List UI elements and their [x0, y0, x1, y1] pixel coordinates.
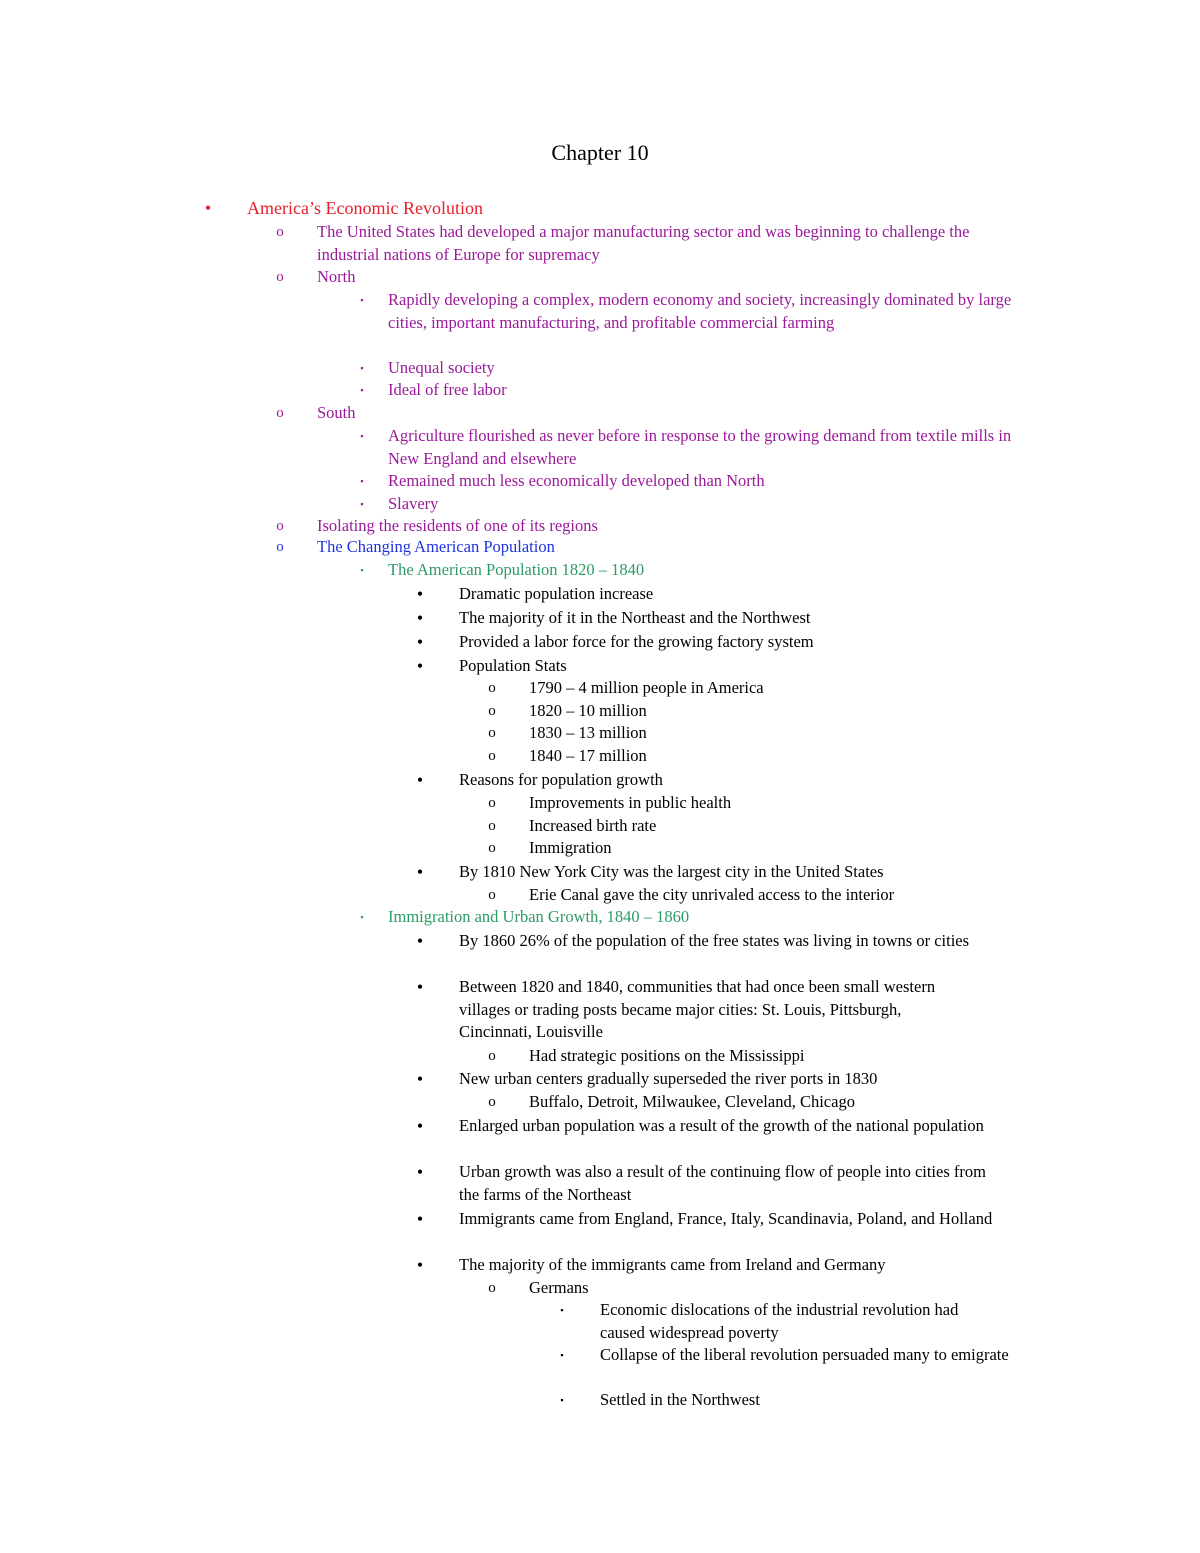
- outline-item: The majority of it in the Northeast and the Northwest: [459, 608, 811, 627]
- outline-item: 1820 – 10 million: [529, 701, 647, 720]
- bullet-dot-icon: •: [416, 977, 424, 997]
- bullet-square-icon: ▪: [360, 565, 364, 575]
- outline-item: The majority of the immigrants came from Ireland and Germany: [459, 1255, 886, 1274]
- bullet-dot-icon: •: [416, 1069, 424, 1089]
- bullet-circle-icon: o: [488, 840, 496, 856]
- outline-item: Immigration: [529, 838, 612, 857]
- outline-item: Urban growth was also a result of the continuing flow of people into cities from the farms of the Northeast: [459, 1162, 986, 1204]
- bullet-circle-icon: o: [488, 1280, 496, 1296]
- bullet-square-icon: ▪: [360, 431, 364, 441]
- bullet-dot-icon: •: [416, 931, 424, 951]
- bullet-dot-icon: •: [204, 198, 212, 218]
- outline-item: Immigration and Urban Growth, 1840 – 1860: [388, 907, 690, 926]
- outline-item: Germans: [529, 1278, 589, 1297]
- bullet-dot-icon: •: [416, 1255, 424, 1275]
- outline-item: Enlarged urban population was a result of the growth of the national population: [459, 1116, 984, 1135]
- outline-item: By 1860 26% of the population of the free states was living in towns or cities: [459, 931, 970, 950]
- outline-item: Provided a labor force for the growing factory system: [459, 632, 814, 651]
- page-title: Chapter 10: [551, 140, 649, 165]
- outline-item: Improvements in public health: [529, 793, 732, 812]
- bullet-square-icon: ▪: [360, 363, 364, 373]
- outline-item: Reasons for population growth: [459, 770, 663, 789]
- bullet-circle-icon: o: [488, 748, 496, 764]
- bullet-square-icon: ▪: [360, 295, 364, 305]
- outline-item: South: [317, 403, 356, 422]
- outline-item: Remained much less economically developed than North: [388, 471, 765, 490]
- outline-item: Dramatic population increase: [459, 584, 654, 603]
- outline-item: Between 1820 and 1840, communities that had once been small western villages or trading posts became major cities: St. Louis, Pittsburgh, Cincinnati, Louisville: [459, 977, 936, 1042]
- bullet-square-icon: ▪: [560, 1395, 564, 1405]
- outline-item: Ideal of free labor: [388, 380, 507, 399]
- bullet-dot-icon: •: [416, 584, 424, 604]
- bullet-square-icon: ▪: [360, 912, 364, 922]
- bullet-dot-icon: •: [416, 632, 424, 652]
- bullet-square-icon: ▪: [360, 499, 364, 509]
- bullet-circle-icon: o: [276, 269, 284, 285]
- outline-item: Isolating the residents of one of its regions: [317, 516, 598, 535]
- outline-item: Unequal society: [388, 358, 495, 377]
- bullet-circle-icon: o: [488, 703, 496, 719]
- bullet-circle-icon: o: [276, 405, 284, 421]
- bullet-dot-icon: •: [416, 656, 424, 676]
- outline-item: 1830 – 13 million: [529, 723, 647, 742]
- outline-item: Collapse of the liberal revolution persuaded many to emigrate: [600, 1345, 1009, 1364]
- bullet-circle-icon: o: [488, 1094, 496, 1110]
- bullet-circle-icon: o: [488, 887, 496, 903]
- outline-item: Population Stats: [459, 656, 567, 675]
- bullet-square-icon: ▪: [560, 1350, 564, 1360]
- outline-item: Settled in the Northwest: [600, 1390, 760, 1409]
- outline-item: The United States had developed a major manufacturing sector and was beginning to challenge the industrial nations of Europe for supremacy: [317, 222, 970, 264]
- bullet-circle-icon: o: [488, 818, 496, 834]
- bullet-dot-icon: •: [416, 1162, 424, 1182]
- outline-item: Erie Canal gave the city unrivaled access to the interior: [529, 885, 895, 904]
- outline-item: Increased birth rate: [529, 816, 657, 835]
- outline-item: 1840 – 17 million: [529, 746, 647, 765]
- bullet-dot-icon: •: [416, 1116, 424, 1136]
- outline-item: The American Population 1820 – 1840: [388, 560, 645, 579]
- outline-item: America’s Economic Revolution: [247, 198, 483, 218]
- outline-item: North: [317, 267, 356, 286]
- outline-item: New urban centers gradually superseded the river ports in 1830: [459, 1069, 878, 1088]
- bullet-circle-icon: o: [488, 680, 496, 696]
- bullet-square-icon: ▪: [360, 385, 364, 395]
- outline-item: Buffalo, Detroit, Milwaukee, Cleveland, Chicago: [529, 1092, 855, 1111]
- bullet-dot-icon: •: [416, 1209, 424, 1229]
- bullet-circle-icon: o: [276, 224, 284, 240]
- outline-item: By 1810 New York City was the largest city in the United States: [459, 862, 884, 881]
- outline-item: The Changing American Population: [317, 537, 555, 556]
- outline-item: Economic dislocations of the industrial revolution had caused widespread poverty: [600, 1300, 959, 1342]
- bullet-dot-icon: •: [416, 608, 424, 628]
- bullet-square-icon: ▪: [360, 476, 364, 486]
- bullet-circle-icon: o: [488, 1048, 496, 1064]
- outline-item: Rapidly developing a complex, modern economy and society, increasingly dominated by large cities, important manufacturing, and profitable commercial farming: [388, 290, 1012, 332]
- bullet-circle-icon: o: [276, 518, 284, 534]
- bullet-square-icon: ▪: [560, 1305, 564, 1315]
- bullet-circle-icon: o: [488, 795, 496, 811]
- bullet-circle-icon: o: [276, 539, 284, 555]
- bullet-dot-icon: •: [416, 770, 424, 790]
- outline-item: Agriculture flourished as never before in response to the growing demand from textile mills in New England and elsewhere: [388, 426, 1012, 468]
- outline-item: Slavery: [388, 494, 439, 513]
- outline-item: Immigrants came from England, France, Italy, Scandinavia, Poland, and Holland: [459, 1209, 993, 1228]
- bullet-circle-icon: o: [488, 725, 496, 741]
- outline-item: 1790 – 4 million people in America: [529, 678, 764, 697]
- bullet-dot-icon: •: [416, 862, 424, 882]
- outline-item: Had strategic positions on the Mississippi: [529, 1046, 805, 1065]
